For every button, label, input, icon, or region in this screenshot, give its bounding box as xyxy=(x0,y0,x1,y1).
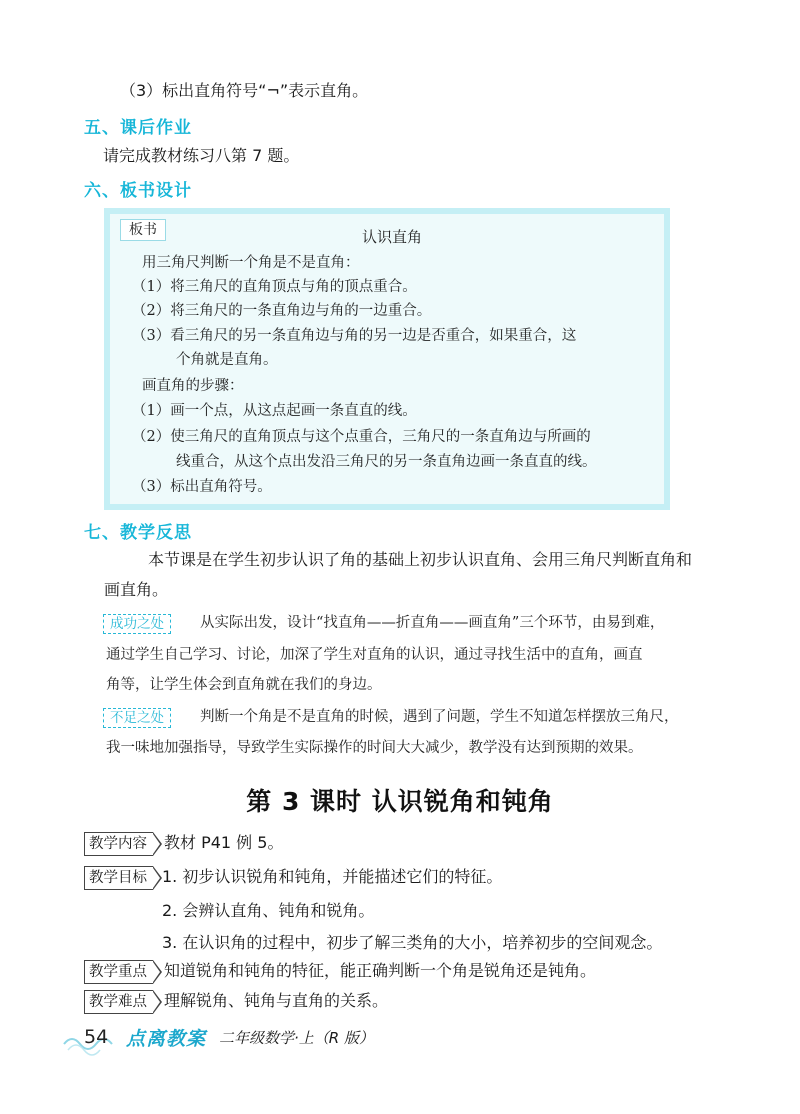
goal-item: 2. 会辨认直角、钝角和锐角。 xyxy=(162,901,375,920)
success-line: 角等，让学生体会到直角就在我们的身边。 xyxy=(106,677,382,693)
board-line: （2）使三角尺的直角顶点与这个点重合，三角尺的一条直角边与所画的 xyxy=(132,429,591,445)
board-line: （2）将三角尺的一条直角边与角的一边重合。 xyxy=(132,303,432,319)
board-line: （3）标出直角符号。 xyxy=(132,479,272,495)
lesson-title: 第 3 课时 认识锐角和钝角 xyxy=(246,787,554,816)
board-line: 用三角尺判断一个角是不是直角： xyxy=(142,255,360,271)
difficulty-text: 理解锐角、钝角与直角的关系。 xyxy=(164,991,389,1010)
shortfall-line: 判断一个角是不是直角的时候，遇到了问题，学生不知道怎样摆放三角尺， xyxy=(200,709,679,725)
brand-logo: 点离教案 xyxy=(126,1028,207,1050)
board-line: （1）将三角尺的直角顶点与角的顶点重合。 xyxy=(132,279,417,295)
goal-item: 1. 初步认识锐角和钝角，并能描述它们的特征。 xyxy=(162,867,503,886)
reflection-para: 画直角。 xyxy=(104,580,169,599)
shortfall-line: 我一味地加强指导，导致学生实际操作的时间大大减少，教学没有达到预期的效果。 xyxy=(106,740,643,756)
key-text: 知道锐角和钝角的特征，能正确判断一个角是锐角还是钝角。 xyxy=(164,961,597,980)
board-line: 个角就是直角。 xyxy=(176,352,278,368)
page-number: 54 xyxy=(84,1026,109,1048)
homework-text: 请完成教材练习八第 7 题。 xyxy=(103,146,300,165)
success-line: 从实际出发，设计“找直角——折直角——画直角”三个环节，由易到难， xyxy=(200,615,665,631)
goal-item: 3. 在认识角的过程中，初步了解三类角的大小，培养初步的空间观念。 xyxy=(162,933,663,952)
section-5-heading: 五、课后作业 xyxy=(84,118,192,138)
section-7-heading: 七、教学反思 xyxy=(84,523,192,543)
reflection-para: 本节课是在学生初步认识了角的基础上初步认识直角、会用三角尺判断直角和 xyxy=(148,550,693,569)
goals-label: 教学目标 xyxy=(84,866,153,890)
success-tag: 成功之处 xyxy=(103,614,171,634)
key-label: 教学重点 xyxy=(84,960,153,984)
board-line: （3）看三角尺的另一条直角边与角的另一边是否重合，如果重合，这 xyxy=(132,328,577,344)
board-line: 线重合，从这个点出发沿三角尺的另一条直角边画一条直直的线。 xyxy=(176,454,597,470)
board-title: 认识直角 xyxy=(362,228,423,246)
step-3-text: （3）标出直角符号“¬”表示直角。 xyxy=(120,81,369,100)
board-line: （1）画一个点，从这点起画一条直直的线。 xyxy=(132,403,417,419)
section-6-heading: 六、板书设计 xyxy=(84,181,192,201)
board-line: 画直角的步骤： xyxy=(142,378,244,394)
content-text: 教材 P41 例 5。 xyxy=(164,833,284,852)
success-line: 通过学生自己学习、讨论，加深了学生对直角的认识，通过寻找生活中的直角，画直 xyxy=(106,647,643,663)
board-tag: 板书 xyxy=(120,219,166,241)
book-subtitle: 二年级数学·上（R 版） xyxy=(219,1029,374,1047)
shortfall-tag: 不足之处 xyxy=(103,708,171,728)
content-label: 教学内容 xyxy=(84,832,153,856)
difficulty-label: 教学难点 xyxy=(84,990,153,1014)
